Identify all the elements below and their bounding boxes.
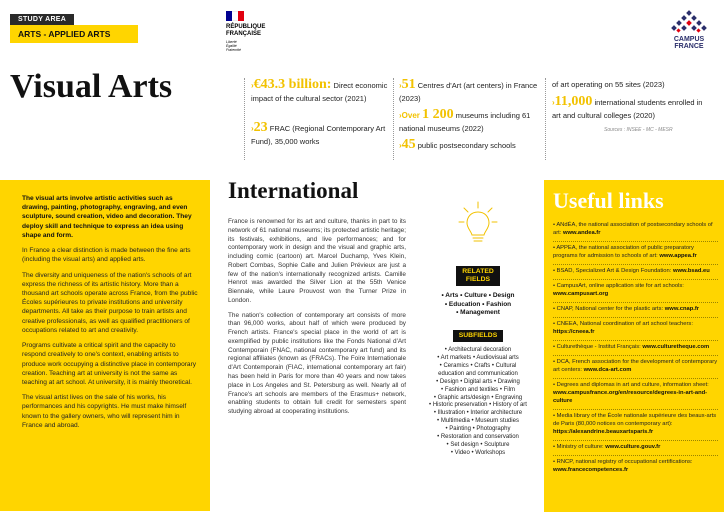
stat-arrow: › — [552, 98, 555, 107]
category-tag: ARTS - APPLIED ARTS — [10, 25, 138, 43]
motto-egalite: Égalité — [226, 43, 237, 48]
subfield-line: • Painting • Photography — [445, 426, 511, 433]
french-flag-icon — [226, 11, 244, 21]
subfield-line: • Set design • Sculpture — [446, 441, 510, 448]
lightbulb-icon — [458, 200, 498, 258]
study-area-tag: STUDY AREA — [10, 14, 74, 25]
stats-divider-3 — [545, 78, 546, 160]
campus-france-pattern-icon — [669, 10, 709, 34]
link-item-appea[interactable]: • APPEA, the national association of public preparatory programs for admission to schools of art: www.appea.fr — [553, 245, 718, 265]
international-text — [228, 218, 406, 423]
stat-international-students: ›11,000 international students enrolled in art and cultural colleges (2020) — [552, 94, 703, 120]
international-heading: International — [228, 178, 359, 203]
stat-arrow: › — [399, 81, 402, 90]
stats-divider-1 — [244, 78, 245, 160]
intro-paragraph: The visual artist lives on the sale of his works, his performances and his copyrights. He must make himself known to the gallery owners, who will represent him in France and abroad. — [22, 394, 187, 429]
link-item-rncp[interactable]: • RNCP, national registry of occupational certifications: www.francecompetences.fr — [553, 458, 693, 473]
subfields-list — [416, 347, 540, 458]
stat-museums: ›Over 1 200 museums including 61 national museums (2022) — [399, 107, 531, 133]
stat-art-centers: ›51 Centres d'Art (art centers) in France (2023) — [399, 77, 538, 103]
subfield-line: • Restoration and conservation — [437, 434, 519, 441]
useful-links-panel — [544, 180, 724, 512]
subfield-line: • Fashion and textiles • Film — [441, 386, 515, 393]
field-line: • Education • Fashion — [444, 300, 512, 308]
intro-paragraph: The diversity and uniqueness of the nation's schools of art express the richness of its artistic history. More than a thousand art schools operate across France, from the public Écoles supérieures to private institutions and university departments. All take as their purpose to train artists and creative professionals, as well as qualified practitioners of occupations related to art and creativity. — [22, 271, 198, 334]
republique-line1: RÉPUBLIQUE — [226, 24, 266, 30]
link-item-culturetheque[interactable]: • Culturethèque - Institut Français: www.culturetheque.com — [553, 344, 718, 356]
stats-divider-2 — [393, 78, 394, 160]
republique-line2: FRANÇAISE — [226, 30, 262, 37]
sources-note: Sources : INSEE - MC - MESR — [604, 127, 673, 133]
subfield-line: education and communication — [438, 370, 518, 377]
stat-schools: ›45 public postsecondary schools — [399, 137, 516, 152]
subfield-line: • Ceramics • Crafts • Cultural — [439, 362, 517, 369]
international-paragraph: The nation's collection of contemporary art consists of more than 96,000 works, about half of which were produced by French artists. France's special place in the world of art is exemplified by public institutions like the Fonds National d'Art Contemporain (FNAC, national contemporary art fund) and its regional affiliates (known as (FRACs). The Foire Internationale d'Art Contemporain (FIAC, international contemporary art fair) has been held in Paris for more than 40 years and now takes place in Los Angeles and St. Petersburg as well. Nearly all of France's art schools are members of the Erasmus+ network, enabling students to obtain full credit for semesters spent studying abroad at cooperating institutions. — [228, 311, 406, 416]
intro-paragraph: Programs cultivate a critical spirit and the capacity to respond creatively to one's context, enabling artists to produce work occupying a distinctive place in contemporary creation. Teaching art at university is not the same as teaching at art school. At university, it is mainly theoretical. — [22, 342, 197, 386]
link-item-dca[interactable]: • DCA, French association for the development of contemporary art centers: www.dca-art.com — [553, 359, 718, 379]
link-item-degrees[interactable]: • Degrees and diplomas in art and culture, information sheet: www.campusfrance.org/en/resource/degrees-in-art-and-culture — [553, 382, 718, 410]
page-title: Visual Arts — [10, 68, 173, 105]
intro-lead: The visual arts involve artistic activities such as drawing, painting, photography, engraving, and even sculpture, sound creation, video and decoration. They deploy skill and technique to express an idea using shape and form. — [22, 195, 192, 239]
link-item-campusart[interactable]: • CampusArt, online application site for art schools: www.campusart.org — [553, 283, 718, 303]
subfield-line: • Graphic arts/design • Engraving — [433, 394, 523, 401]
subfield-line: • Illustration • Interior architecture — [433, 410, 523, 417]
related-fields-panel — [416, 200, 540, 458]
campus-france-line1: CAMPUS — [673, 36, 705, 43]
subfield-line: • Design • Digital arts • Drawing — [436, 378, 520, 385]
stat-arrow: › — [399, 111, 402, 120]
link-item-cnap[interactable]: • CNAP, National center for the plastic arts: www.cnap.fr — [553, 306, 718, 318]
republique-francaise-logo — [226, 11, 284, 52]
stat-frac: ›23 FRAC (Regional Contemporary Art Fund), 35,000 works — [251, 120, 386, 146]
subfield-line: • Video • Workshops — [450, 449, 506, 456]
related-fields-list — [416, 292, 540, 318]
subfields-tag: SUBFIELDS — [453, 330, 504, 342]
motto-liberte: Liberté — [226, 39, 237, 44]
subfield-line: • Art markets • Audiovisual arts — [437, 355, 519, 362]
campus-france-line2: FRANCE — [674, 43, 704, 51]
link-item-andea[interactable]: • ANdÉA, the national association of postsecondary schools of art: www.andea.fr — [553, 222, 718, 242]
intro-paragraph: In France a clear distinction is made between the fine arts (including the visual arts) and applied arts. — [22, 247, 191, 264]
stat-arrow: › — [399, 141, 402, 150]
subfield-line: • Architectural decoration — [444, 347, 512, 354]
useful-links-heading: Useful links — [553, 188, 664, 213]
international-paragraph: France is renowned for its art and culture, thanks in part to its network of 61 national museums; its protected artistic heritage; its festivals, exhibitions, and live performances; and for contemporary work in design and the visual and graphic arts, including comic (cartoon) art. Marcel Duchamp, Yves Klein, Robert Combas, Sophie Calle and Julien Prévieux are just a few of the nation's internationally recognized artists. Camille Henrot was awarded the Silver Lion at the 55th Venice Biennale, while Laure Prouvost won the Turner Prize in London. — [228, 218, 406, 304]
link-item-cneea[interactable]: • CNEEA, National coordination of art school teachers: https://cneea.fr — [553, 321, 718, 341]
related-fields-tag: RELATED FIELDS — [456, 266, 500, 286]
field-line: • Management — [456, 309, 500, 317]
subfield-line: • Historic preservation • History of art — [429, 402, 527, 409]
motto-fraternite: Fraternité — [226, 48, 241, 53]
link-item-ministry[interactable]: • Ministry of culture: www.culture.gouv.fr — [553, 444, 718, 456]
stat-economic-impact: ›€43.3 billion: Direct economic impact of the cultural sector (2021) — [251, 77, 388, 103]
stat-schools-sites: of art operating on 55 sites (2023) — [552, 80, 665, 89]
intro-panel — [0, 180, 210, 511]
stat-arrow: › — [251, 81, 254, 90]
subfield-line: • Multimedia • Museum studies — [437, 418, 519, 425]
link-item-media-library[interactable]: • Media library of the École nationale supérieure des beaux-arts de Paris (80,000 notices on contemporary art): https://alexandrine.beauxartsparis.fr — [553, 413, 718, 441]
stat-arrow: › — [251, 124, 254, 133]
campus-france-logo — [660, 10, 718, 51]
link-item-bsad[interactable]: • BSAD, Specialized Art & Design Foundation: www.bsad.eu — [553, 268, 718, 280]
field-line: • Arts • Culture • Design — [441, 291, 515, 299]
